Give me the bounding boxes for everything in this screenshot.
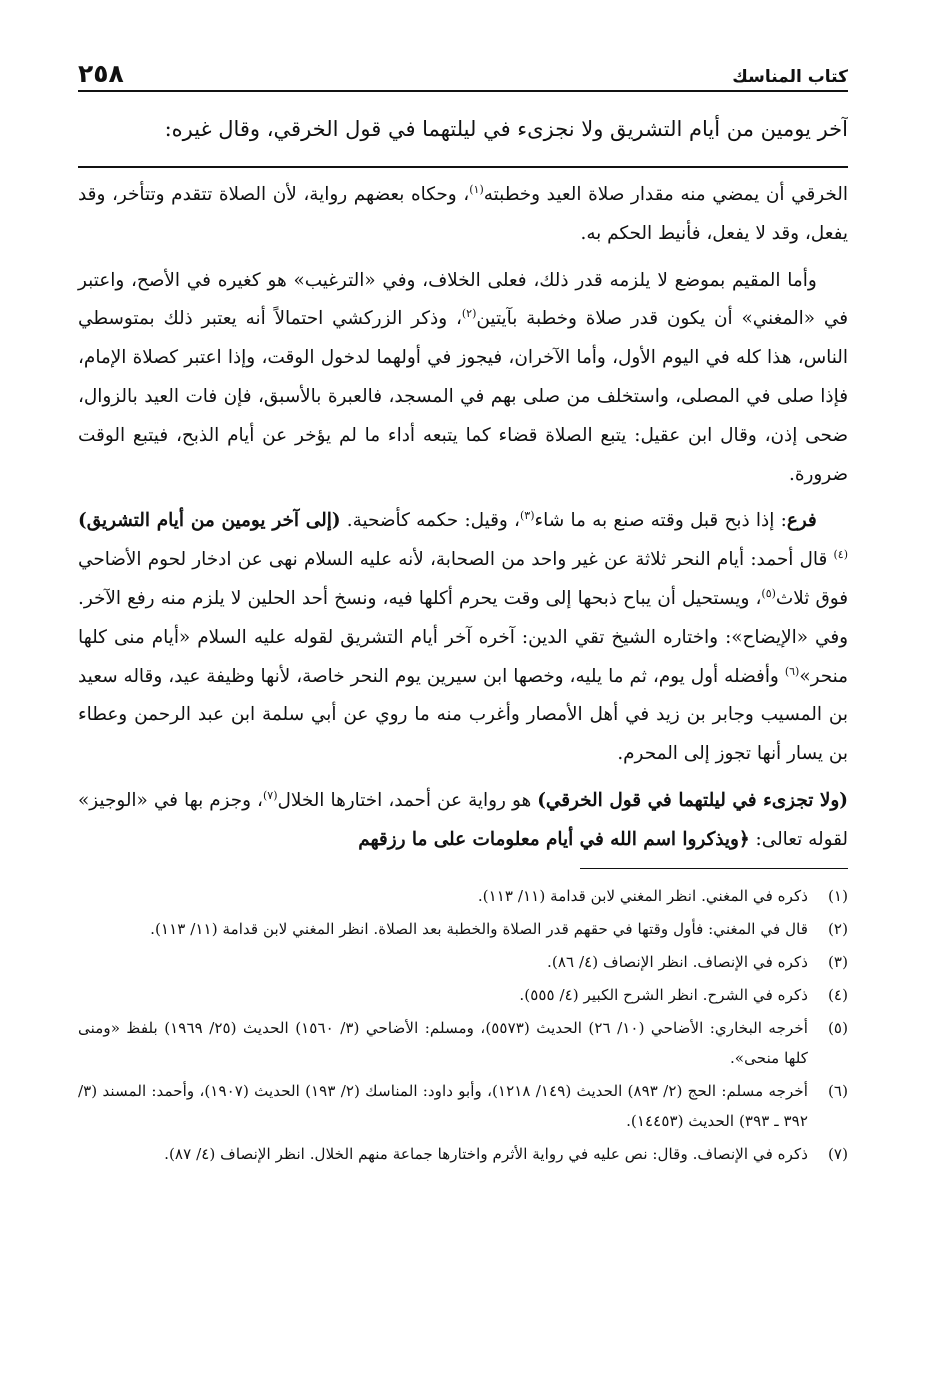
text-run: قال أحمد: أيام النحر ثلاثة عن غير واحد من الصحابة، لأنه عليه السلام نهى عن ادخار لحوم الأضاحي فوق ثلاث bbox=[78, 549, 849, 609]
quran-quote: ﴿ويذكروا اسم الله في أيام معلومات على ما رزقهم bbox=[358, 828, 750, 850]
footnote-ref-3: (٣) bbox=[520, 509, 535, 523]
footnote-text: أخرجه مسلم: الحج (٢/ ٨٩٣) الحديث (١٤٩/ ١٢١٨)، وأبو داود: المناسك (٢/ ١٩٣) الحديث (١٩٠٧)، وأحمد: المسند (٣/ ٣٩٢ ـ ٣٩٣) الحديث (١٤٤٥٣). bbox=[78, 1081, 809, 1130]
matn-quote: (إلى آخر يومين من أيام التشريق) bbox=[78, 510, 341, 532]
footnote-number: (٢) bbox=[827, 919, 848, 938]
book-title: كتاب المناسك bbox=[732, 67, 848, 87]
running-header bbox=[78, 52, 848, 86]
footnotes-rule bbox=[580, 868, 848, 869]
footnote-number: (٥) bbox=[827, 1018, 848, 1037]
text-run: : إذا ذبح قبل وقته صنع به ما شاء bbox=[534, 510, 787, 532]
header-rule bbox=[78, 90, 848, 92]
text-run: الخرقي أن يمضي منه مقدار صلاة العيد وخطبته bbox=[483, 184, 848, 205]
footnote-item bbox=[78, 914, 848, 944]
footnote-text: ذكره في الإنصاف. وقال: نص عليه في رواية الأثرم واختارها جماعة منهم الخلال. انظر الإنصاف (٤/ ٨٧). bbox=[164, 1144, 808, 1163]
footnote-ref-1: (١) bbox=[469, 182, 484, 196]
matn-rule bbox=[78, 166, 848, 168]
page-number: ٢٥٨ bbox=[78, 59, 124, 88]
footnote-ref-4: (٤) bbox=[833, 548, 848, 562]
footnote-item bbox=[78, 881, 848, 911]
footnote-text: أخرجه البخاري: الأضاحي (١٠/ ٢٦) الحديث (٥٥٧٣)، ومسلم: الأضاحي (٣/ ١٥٦٠) الحديث (٢٥/ ١٩٦٩) بلفظ «ومنى كلها منحى». bbox=[78, 1018, 808, 1067]
matn-text: آخر يومين من أيام التشريق ولا نجزىء في ليلتهما في قول الخرقي، وقال غيره: bbox=[164, 117, 848, 141]
commentary-paragraph-4 bbox=[78, 782, 848, 860]
document-page bbox=[78, 52, 848, 1172]
commentary-paragraph-2 bbox=[78, 262, 848, 495]
footnote-ref-7: (٧) bbox=[262, 788, 278, 802]
footnote-number: (٤) bbox=[827, 985, 848, 1004]
footnotes-list bbox=[78, 881, 848, 1169]
footnote-ref-2: (٢) bbox=[461, 307, 477, 321]
footnote-ref-5: (٥) bbox=[761, 586, 776, 600]
footnote-item bbox=[78, 1139, 848, 1169]
footnote-number: (٣) bbox=[827, 952, 848, 971]
footnote-item bbox=[78, 980, 848, 1010]
text-run: ، وذكر الزركشي احتمالاً أنه يعتبر ذلك بمتوسطي الناس، هذا كله في اليوم الأول، وأما الآخران، فيجوز في أولهما لدخول الوقت، وإذا اعتبر كصلاة الإمام، فإذا صلى في المصلى، واستخلف من صلى بهم في المسجد، فالعبرة بالأسبق، فإن فات العيد بالزوال، ضحى إذن، وقال ابن عقيل: يتبع الصلاة قضاء كما يتبعه أداء ما لم يؤخر عن أيام الذبح، فيتبع الوقت ضرورة. bbox=[78, 308, 848, 485]
text-run: هو رواية عن أحمد، اختارها الخلال bbox=[277, 789, 538, 811]
footnote-number: (١) bbox=[827, 886, 848, 905]
text-run: ، وقيل: حكمه كأضحية. bbox=[346, 510, 520, 532]
footnote-item bbox=[78, 1013, 848, 1073]
footnote-text: ذكره في الشرح. انظر الشرح الكبير (٤/ ٥٥٥). bbox=[519, 985, 808, 1004]
text-run: وأما المقيم بموضع لا يلزمه قدر ذلك، فعلى الخلاف، وفي «الترغيب» هو كغيره في الأصح، واعتبر في «المغني» أن يكون قدر صلاة وخطبة بآيتين bbox=[78, 269, 848, 330]
footnote-item bbox=[78, 1076, 848, 1136]
text-run: ، ويستحيل أن يباح ذبحها إلى وقت يحرم أكلها فيه، ونسخ أحد الحلين لا يلزم منه رفع الآخر. وفي «الإيضاح»: واختاره الشيخ تقي الدين: آخره آخر أيام التشريق لقوله عليه السلام «أيام منى كلها منحر» bbox=[78, 587, 848, 687]
footnote-number: (٧) bbox=[827, 1144, 848, 1163]
footnote-item bbox=[78, 947, 848, 977]
footnote-text: ذكره في المغني. انظر المغني لابن قدامة (١١/ ١١٣). bbox=[477, 886, 808, 905]
text-run: وأفضله أول يوم، ثم ما يليه، وخصها ابن سيرين يوم النحر خاصة، لأنها وظيفة عيد، وقاله سعيد بن المسيب وجابر بن زيد في أهل الأمصار وأغرب منه ما روي عن أبي سلمة ابن عبد الرحمن وعطاء بن يسار أنها تجوز إلى المحرم. bbox=[78, 665, 848, 765]
commentary-paragraph-3 bbox=[78, 502, 848, 774]
matn-quote: (ولا تجزىء في ليلتهما في قول الخرقي) bbox=[537, 789, 848, 811]
text-run: ، وجزم بها في «الوجيز» لقوله تعالى: bbox=[78, 789, 848, 850]
footnote-ref-6: (٦) bbox=[784, 664, 800, 678]
footnote-text: قال في المغني: فأول وقتها في حقهم قدر الصلاة والخطبة بعد الصلاة. انظر المغني لابن قدامة (١١/ ١١٣). bbox=[150, 919, 808, 938]
commentary-paragraph-1 bbox=[78, 176, 848, 254]
far-label: فرع bbox=[786, 510, 817, 532]
footnote-number: (٦) bbox=[827, 1081, 848, 1100]
footnote-text: ذكره في الإنصاف. انظر الإنصاف (٤/ ٨٦). bbox=[547, 952, 808, 971]
text-run: ، وحكاه بعضهم رواية، لأن الصلاة تتقدم وتتأخر، وقد يفعل، وقد لا يفعل، فأنيط الحكم به. bbox=[78, 184, 848, 244]
